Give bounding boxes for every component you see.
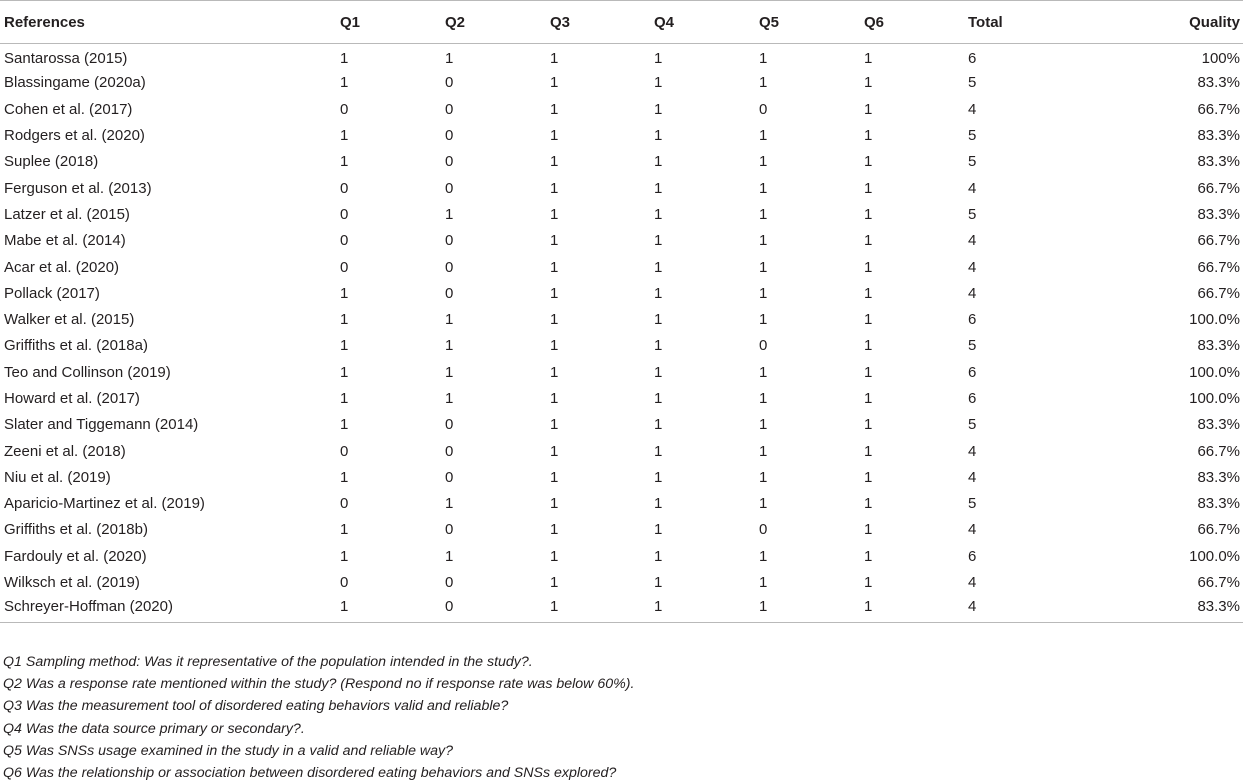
total-cell: 4 (968, 100, 977, 118)
q1-cell: 1 (340, 153, 349, 171)
q1-cell: 0 (340, 205, 349, 223)
q3-cell: 1 (550, 468, 559, 486)
table-header-row (0, 1, 1243, 44)
q5-cell: 1 (759, 205, 768, 223)
q5-cell: 1 (759, 547, 768, 565)
q1-cell: 0 (340, 258, 349, 276)
quality-cell: 66.7% (1197, 574, 1240, 592)
quality-cell: 100.0% (1189, 547, 1240, 565)
q2-cell: 1 (445, 337, 454, 355)
q5-cell: 0 (759, 337, 768, 355)
q6-cell: 1 (864, 363, 873, 381)
header-references: References (0, 1, 340, 44)
q5-cell: 1 (759, 390, 768, 407)
q3-cell: 1 (550, 596, 654, 622)
q3-cell: 1 (550, 311, 559, 329)
q1-cell: 1 (340, 416, 349, 434)
q4-cell: 1 (654, 74, 663, 92)
table-row (0, 70, 1243, 96)
total-cell: 5 (968, 205, 977, 223)
q5-cell: 1 (759, 574, 768, 592)
q2-cell: 1 (445, 50, 454, 68)
q6-cell: 1 (864, 100, 873, 118)
q6-cell: 1 (864, 521, 873, 539)
total-cell: 5 (968, 416, 977, 434)
reference-cell: Griffiths et al. (2018b) (4, 521, 148, 539)
total-cell: 5 (968, 74, 977, 92)
q5-cell: 1 (759, 468, 768, 486)
reference-cell: Niu et al. (2019) (4, 468, 111, 486)
q1-cell: 1 (340, 596, 445, 622)
q4-cell: 1 (654, 50, 663, 68)
quality-cell: 100.0% (1189, 363, 1240, 381)
table-row (0, 596, 1243, 622)
reference-cell: Slater and Tiggemann (2014) (4, 416, 199, 434)
q4-cell: 1 (654, 284, 663, 302)
q5-cell: 1 (759, 363, 768, 381)
total-cell: 4 (968, 258, 977, 276)
table-row (0, 96, 1243, 122)
q4-cell: 1 (654, 179, 663, 197)
table-row (0, 438, 1243, 464)
table-row (0, 517, 1243, 543)
header-q4: Q4 (654, 1, 759, 44)
q2-cell: 1 (445, 390, 454, 407)
quality-cell: 83.3% (1197, 337, 1240, 355)
quality-cell: 100.0% (1189, 390, 1240, 407)
q6-cell: 1 (864, 153, 873, 171)
header-q5: Q5 (759, 1, 864, 44)
quality-cell: 100.0% (1189, 311, 1240, 329)
q4-cell: 1 (654, 468, 663, 486)
q1-cell: 1 (340, 311, 349, 329)
q3-cell: 1 (550, 416, 559, 434)
header-quality: Quality (1089, 1, 1243, 44)
q6-cell: 1 (864, 390, 873, 407)
q1-cell: 0 (340, 442, 349, 460)
q3-cell: 1 (550, 521, 559, 539)
table-row (0, 359, 1243, 385)
q3-cell: 1 (550, 100, 559, 118)
q3-cell: 1 (550, 179, 559, 197)
q4-cell: 1 (654, 416, 663, 434)
q3-cell: 1 (550, 50, 559, 68)
q4-cell: 1 (654, 495, 663, 513)
total-cell: 4 (968, 284, 977, 302)
q6-cell: 1 (864, 311, 873, 329)
q2-cell: 1 (445, 547, 454, 565)
table-row (0, 464, 1243, 490)
quality-cell: 83.3% (1197, 127, 1240, 145)
q3-cell: 1 (550, 442, 559, 460)
quality-cell: 83.3% (1197, 153, 1240, 171)
footnote-q2: Q2 Was a response rate mentioned within the study? (Respond no if response rate was below 60%). (3, 676, 635, 693)
q5-cell: 1 (759, 416, 768, 434)
q4-cell: 1 (654, 311, 663, 329)
q1-cell: 1 (340, 127, 349, 145)
q1-cell: 1 (340, 363, 349, 381)
q2-cell: 0 (445, 153, 454, 171)
table-row (0, 149, 1243, 175)
quality-cell: 83.3% (1197, 495, 1240, 513)
reference-cell: Pollack (2017) (4, 284, 100, 302)
q4-cell: 1 (654, 390, 663, 407)
q3-cell: 1 (550, 574, 559, 592)
q2-cell: 1 (445, 205, 454, 223)
quality-cell: 66.7% (1197, 179, 1240, 197)
q5-cell: 0 (759, 521, 768, 539)
q1-cell: 1 (340, 50, 349, 68)
total-cell: 4 (968, 596, 1089, 622)
q2-cell: 0 (445, 284, 454, 302)
q2-cell: 0 (445, 74, 454, 92)
q1-cell: 1 (340, 521, 349, 539)
table-row (0, 228, 1243, 254)
q1-cell: 0 (340, 495, 349, 513)
total-cell: 4 (968, 521, 977, 539)
q4-cell: 1 (654, 153, 663, 171)
q5-cell: 1 (759, 284, 768, 302)
total-cell: 6 (968, 390, 977, 407)
q3-cell: 1 (550, 232, 559, 250)
q6-cell: 1 (864, 596, 968, 622)
total-cell: 5 (968, 337, 977, 355)
quality-cell: 66.7% (1197, 442, 1240, 460)
quality-cell: 100% (1201, 50, 1240, 68)
footnote-q4: Q4 Was the data source primary or secondary?. (3, 720, 305, 737)
reference-cell: Acar et al. (2020) (4, 258, 120, 276)
q1-cell: 1 (340, 74, 349, 92)
total-cell: 4 (968, 574, 977, 592)
total-cell: 6 (968, 363, 977, 381)
quality-cell: 83.3% (1197, 468, 1240, 486)
table-row (0, 122, 1243, 148)
q5-cell: 1 (759, 74, 768, 92)
footnote-q3: Q3 Was the measurement tool of disordered eating behaviors valid and reliable? (3, 698, 509, 715)
q6-cell: 1 (864, 232, 873, 250)
quality-cell: 83.3% (1197, 205, 1240, 223)
reference-cell: Latzer et al. (2015) (4, 205, 130, 223)
q5-cell: 1 (759, 596, 864, 622)
q5-cell: 1 (759, 442, 768, 460)
q3-cell: 1 (550, 153, 559, 171)
q4-cell: 1 (654, 127, 663, 145)
q1-cell: 0 (340, 179, 349, 197)
reference-cell: Howard et al. (2017) (4, 390, 140, 407)
q5-cell: 1 (759, 153, 768, 171)
q5-cell: 1 (759, 179, 768, 197)
reference-cell: Griffiths et al. (2018a) (4, 337, 148, 355)
q2-cell: 1 (445, 495, 454, 513)
reference-cell: Cohen et al. (2017) (4, 100, 133, 118)
q2-cell: 0 (445, 258, 454, 276)
reference-cell: Schreyer-Hoffman (2020) (0, 596, 340, 622)
reference-cell: Blassingame (2020a) (4, 74, 146, 92)
total-cell: 4 (968, 442, 977, 460)
q4-cell: 1 (654, 442, 663, 460)
table-row (0, 543, 1243, 569)
reference-cell: Suplee (2018) (4, 153, 99, 171)
footnote-q6: Q6 Was the relationship or association between disordered eating behaviors and SNSs explored? (3, 765, 617, 782)
total-cell: 5 (968, 127, 977, 145)
q4-cell: 1 (654, 363, 663, 381)
q6-cell: 1 (864, 74, 873, 92)
total-cell: 6 (968, 311, 977, 329)
quality-cell: 66.7% (1197, 100, 1240, 118)
q3-cell: 1 (550, 284, 559, 302)
table-row (0, 385, 1243, 411)
q6-cell: 1 (864, 337, 873, 355)
reference-cell: Fardouly et al. (2020) (4, 547, 147, 565)
q6-cell: 1 (864, 179, 873, 197)
total-cell: 4 (968, 468, 977, 486)
table-row (0, 280, 1243, 306)
reference-cell: Santarossa (2015) (4, 50, 128, 68)
reference-cell: Mabe et al. (2014) (4, 232, 126, 250)
q3-cell: 1 (550, 127, 559, 145)
q2-cell: 0 (445, 596, 550, 622)
table-row (0, 491, 1243, 517)
q4-cell: 1 (654, 205, 663, 223)
q6-cell: 1 (864, 547, 873, 565)
quality-cell: 66.7% (1197, 258, 1240, 276)
q1-cell: 0 (340, 232, 349, 250)
q4-cell: 1 (654, 258, 663, 276)
quality-cell: 83.3% (1197, 74, 1240, 92)
total-cell: 6 (968, 547, 977, 565)
table-row (0, 201, 1243, 227)
total-cell: 5 (968, 153, 977, 171)
q5-cell: 1 (759, 127, 768, 145)
q2-cell: 0 (445, 232, 454, 250)
header-q3: Q3 (550, 1, 654, 44)
total-cell: 6 (968, 50, 977, 68)
table-row (0, 569, 1243, 595)
q5-cell: 0 (759, 100, 768, 118)
q1-cell: 1 (340, 284, 349, 302)
table-row (0, 306, 1243, 332)
q1-cell: 1 (340, 337, 349, 355)
q6-cell: 1 (864, 258, 873, 276)
reference-cell: Walker et al. (2015) (4, 311, 135, 329)
footnote-q5: Q5 Was SNSs usage examined in the study in a valid and reliable way? (3, 742, 454, 759)
q1-cell: 1 (340, 547, 349, 565)
q5-cell: 1 (759, 232, 768, 250)
total-cell: 4 (968, 232, 977, 250)
q6-cell: 1 (864, 442, 873, 460)
header-q2: Q2 (445, 1, 550, 44)
q4-cell: 1 (654, 574, 663, 592)
q1-cell: 1 (340, 468, 349, 486)
q2-cell: 0 (445, 179, 454, 197)
q6-cell: 1 (864, 127, 873, 145)
table-row (0, 44, 1243, 70)
header-total: Total (968, 1, 1089, 44)
q3-cell: 1 (550, 337, 559, 355)
q2-cell: 1 (445, 311, 454, 329)
q5-cell: 1 (759, 311, 768, 329)
q4-cell: 1 (654, 232, 663, 250)
table-row (0, 254, 1243, 280)
q4-cell: 1 (654, 100, 663, 118)
q2-cell: 0 (445, 127, 454, 145)
q6-cell: 1 (864, 205, 873, 223)
q3-cell: 1 (550, 390, 559, 407)
q4-cell: 1 (654, 547, 663, 565)
q4-cell: 1 (654, 337, 663, 355)
q3-cell: 1 (550, 547, 559, 565)
table-row (0, 333, 1243, 359)
table-row (0, 412, 1243, 438)
quality-cell: 83.3% (1089, 596, 1243, 622)
q3-cell: 1 (550, 363, 559, 381)
reference-cell: Wilksch et al. (2019) (4, 574, 140, 592)
q6-cell: 1 (864, 50, 873, 68)
reference-cell: Teo and Collinson (2019) (4, 363, 171, 381)
table-body (0, 44, 1243, 623)
quality-cell: 83.3% (1197, 416, 1240, 434)
q3-cell: 1 (550, 495, 559, 513)
table-footnotes (3, 651, 634, 784)
q2-cell: 0 (445, 468, 454, 486)
header-q1: Q1 (340, 1, 445, 44)
q3-cell: 1 (550, 205, 559, 223)
q3-cell: 1 (550, 74, 559, 92)
table-row (0, 175, 1243, 201)
q5-cell: 1 (759, 258, 768, 276)
q2-cell: 0 (445, 416, 454, 434)
q1-cell: 0 (340, 574, 349, 592)
total-cell: 4 (968, 179, 977, 197)
q2-cell: 0 (445, 100, 454, 118)
reference-cell: Aparicio-Martinez et al. (2019) (4, 495, 205, 513)
q1-cell: 0 (340, 100, 349, 118)
header-q6: Q6 (864, 1, 968, 44)
reference-cell: Ferguson et al. (2013) (4, 179, 152, 197)
q2-cell: 1 (445, 363, 454, 381)
footnote-q1: Q1 Sampling method: Was it representative of the population intended in the study?. (3, 654, 533, 670)
q2-cell: 0 (445, 442, 454, 460)
q2-cell: 0 (445, 574, 454, 592)
q6-cell: 1 (864, 468, 873, 486)
q1-cell: 1 (340, 390, 349, 407)
q4-cell: 1 (654, 521, 663, 539)
quality-cell: 66.7% (1197, 232, 1240, 250)
total-cell: 5 (968, 495, 977, 513)
q2-cell: 0 (445, 521, 454, 539)
q4-cell: 1 (654, 596, 759, 622)
q6-cell: 1 (864, 495, 873, 513)
q6-cell: 1 (864, 574, 873, 592)
q3-cell: 1 (550, 258, 559, 276)
q5-cell: 1 (759, 50, 768, 68)
reference-cell: Rodgers et al. (2020) (4, 127, 145, 145)
q6-cell: 1 (864, 416, 873, 434)
quality-cell: 66.7% (1197, 521, 1240, 539)
q5-cell: 1 (759, 495, 768, 513)
quality-cell: 66.7% (1197, 284, 1240, 302)
q6-cell: 1 (864, 284, 873, 302)
reference-cell: Zeeni et al. (2018) (4, 442, 126, 460)
